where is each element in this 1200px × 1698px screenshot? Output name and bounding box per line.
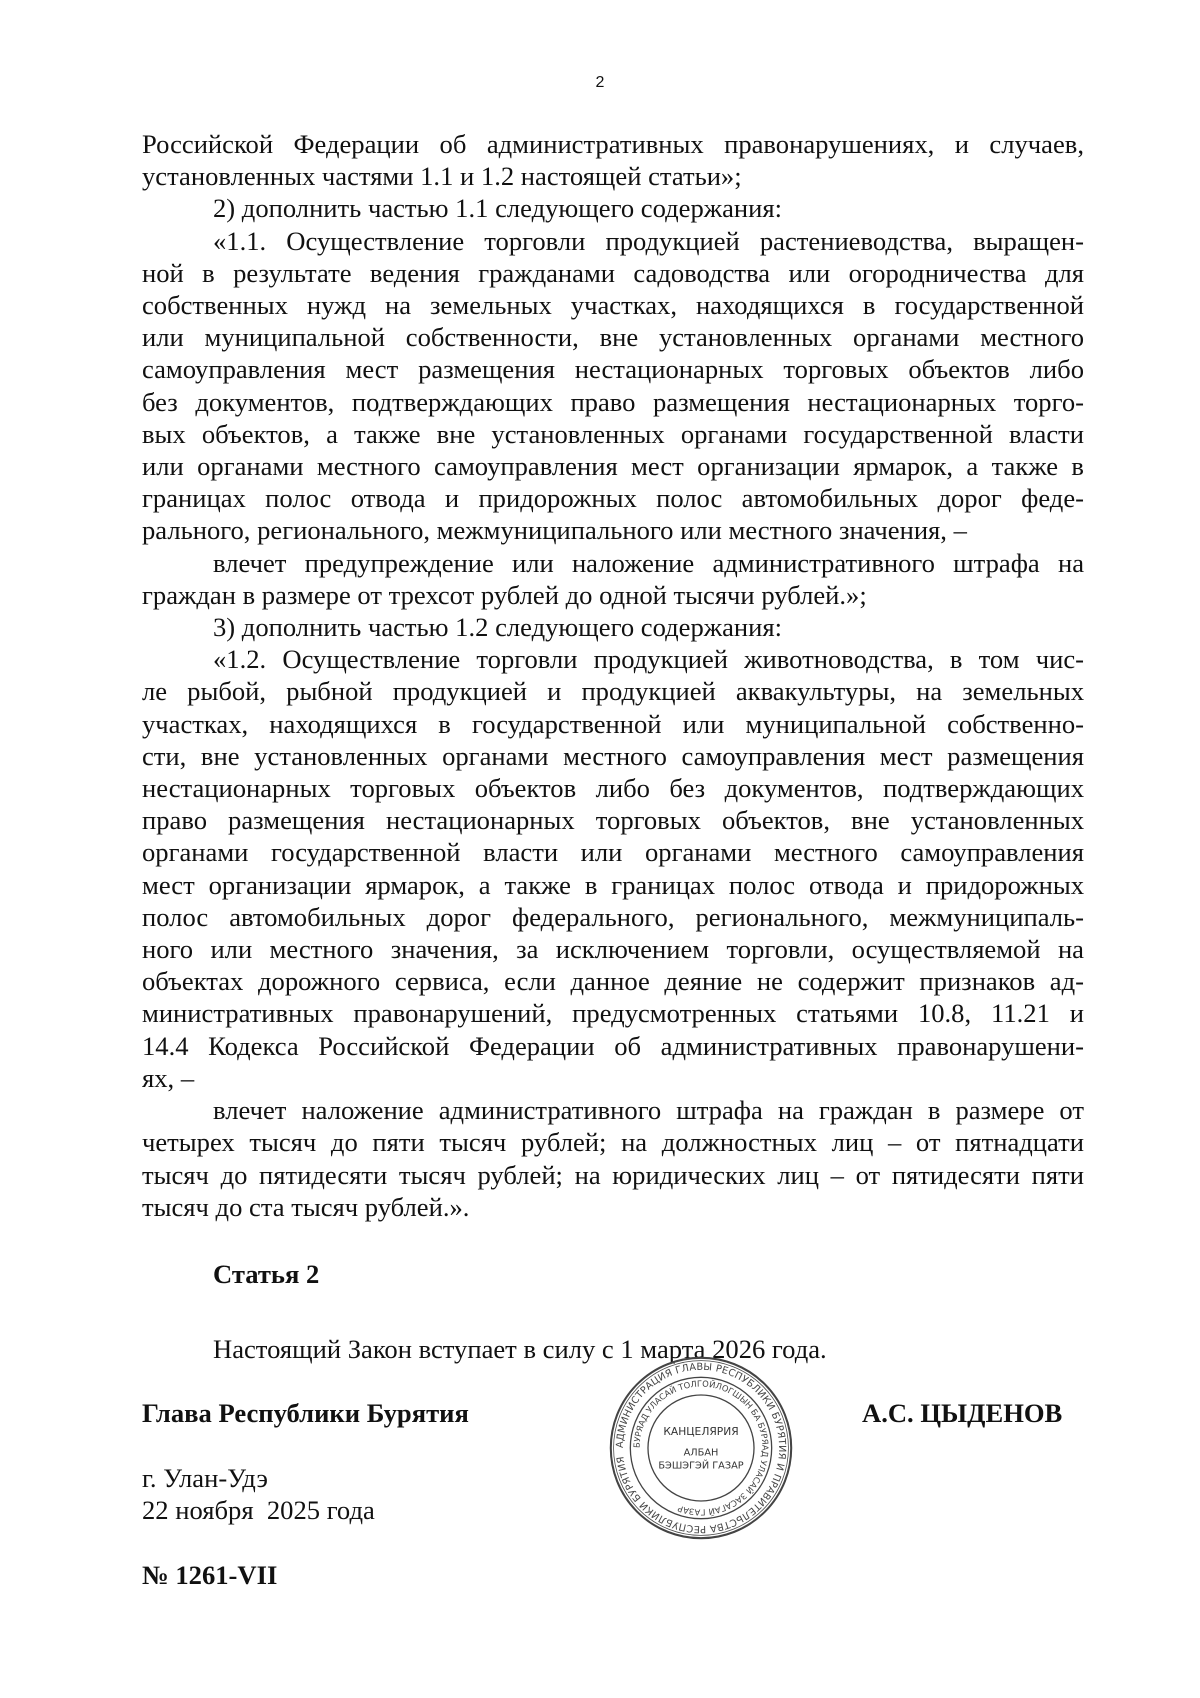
text-line: полос автомобильных дорог федерального, регионального, межмуниципаль- bbox=[142, 901, 1084, 932]
text-line: ле рыбой, рыбной продукцией и продукцией аквакультуры, на земельных bbox=[142, 676, 1084, 707]
stamp-inner-text: БУРЯАД УЛАСАЙ ТОЛГОЙЛОГШЫН БА БУРЯАД УЛАСАЙ ЗАСАГАЙ ГАЗАР bbox=[631, 1378, 771, 1518]
text-line: сти, вне установленных органами местного самоуправления мест размещения bbox=[142, 740, 1084, 771]
text-line: «1.1. Осуществление торговли продукцией растениеводства, выращен- bbox=[213, 225, 1084, 256]
text-line: или муниципальной собственности, вне установленных органами местного bbox=[142, 322, 1084, 353]
signing-city: г. Улан-Удэ bbox=[142, 1463, 268, 1493]
text-line: Российской Федерации об административных правонарушениях, и случаев, bbox=[142, 129, 1084, 159]
stamp-center-line1: КАНЦЕЛЯРИЯ bbox=[663, 1424, 739, 1438]
text-line: тысяч до ста тысяч рублей.». bbox=[142, 1191, 470, 1222]
law-number: № 1261-VII bbox=[142, 1560, 278, 1590]
text-line: самоуправления мест размещения нестационарных торговых объектов либо bbox=[142, 354, 1084, 385]
signatory-position: Глава Республики Бурятия bbox=[142, 1398, 469, 1428]
text-line: тысяч до пятидесяти тысяч рублей; на юридических лиц – от пятидесяти пяти bbox=[142, 1159, 1084, 1190]
text-line: влечет наложение административного штрафа на граждан в размере от bbox=[213, 1095, 1084, 1126]
text-line: ях, – bbox=[142, 1062, 195, 1093]
text-line: четырех тысяч до пяти тысяч рублей; на должностных лиц – от пятнадцати bbox=[142, 1127, 1084, 1158]
stamp-outer-text: АДМИНИСТРАЦИЯ ГЛАВЫ РЕСПУБЛИКИ БУРЯТИЯ И ПРАВИТЕЛЬСТВА РЕСПУБЛИКИ БУРЯТИЯ bbox=[614, 1361, 788, 1535]
text-line: 14.4 Кодекса Российской Федерации об административных правонарушени- bbox=[142, 1030, 1084, 1061]
stamp-center-line2: АЛБАН bbox=[683, 1447, 719, 1459]
text-line: мест организации ярмарок, а также в границах полос отвода и придорожных bbox=[142, 869, 1084, 900]
page-number: 2 bbox=[595, 74, 605, 91]
text-line: собственных нужд на земельных участках, находящихся в государственной bbox=[142, 290, 1084, 321]
text-line: граждан в размере от трехсот рублей до одной тысячи рублей.»; bbox=[142, 579, 867, 610]
text-line: «1.2. Осуществление торговли продукцией животноводства, в том чис- bbox=[213, 644, 1084, 675]
article-effect-text: Настоящий Закон вступает в силу с 1 марта 2026 года. bbox=[213, 1334, 827, 1364]
text-line: без документов, подтверждающих право размещения нестационарных торго- bbox=[142, 386, 1084, 417]
text-line: вых объектов, а также вне установленных органами государственной власти bbox=[142, 418, 1084, 449]
text-line: министративных правонарушений, предусмотренных статьями 10.8, 11.21 и bbox=[142, 998, 1084, 1029]
text-line: влечет предупреждение или наложение административного штрафа на bbox=[213, 547, 1084, 578]
text-line: рального, регионального, межмуниципального или местного значения, – bbox=[142, 515, 967, 546]
signatory-name: А.С. ЦЫДЕНОВ bbox=[862, 1398, 1063, 1428]
text-line: границах полос отвода и придорожных полос автомобильных дорог феде- bbox=[142, 483, 1084, 514]
article-title: Статья 2 bbox=[213, 1259, 320, 1289]
text-line: нестационарных торговых объектов либо без документов, подтверждающих bbox=[142, 773, 1084, 804]
official-seal-icon bbox=[608, 1355, 794, 1541]
text-line: 3) дополнить частью 1.2 следующего содержания: bbox=[213, 612, 782, 643]
text-line: 2) дополнить частью 1.1 следующего содержания: bbox=[213, 193, 782, 224]
text-line: органами государственной власти или органами местного самоуправления bbox=[142, 837, 1084, 868]
signing-date: 22 ноября 2025 года bbox=[142, 1495, 375, 1525]
text-line: или органами местного самоуправления мест организации ярмарок, а также в bbox=[142, 451, 1084, 482]
stamp-center-line3: БЭШЭГЭЙ ГАЗАР bbox=[658, 1460, 744, 1472]
text-line: ной в результате ведения гражданами садоводства или огородничества для bbox=[142, 257, 1084, 288]
text-line: право размещения нестационарных торговых объектов, вне установленных bbox=[142, 805, 1084, 836]
text-line: установленных частями 1.1 и 1.2 настоящей статьи»; bbox=[142, 161, 742, 192]
text-line: ного или местного значения, за исключением торговли, осуществляемой на bbox=[142, 934, 1084, 965]
text-line: объектах дорожного сервиса, если данное деяние не содержит признаков ад- bbox=[142, 966, 1084, 997]
law-body-text bbox=[142, 128, 1084, 1223]
text-line: участках, находящихся в государственной или муниципальной собственно- bbox=[142, 708, 1084, 739]
